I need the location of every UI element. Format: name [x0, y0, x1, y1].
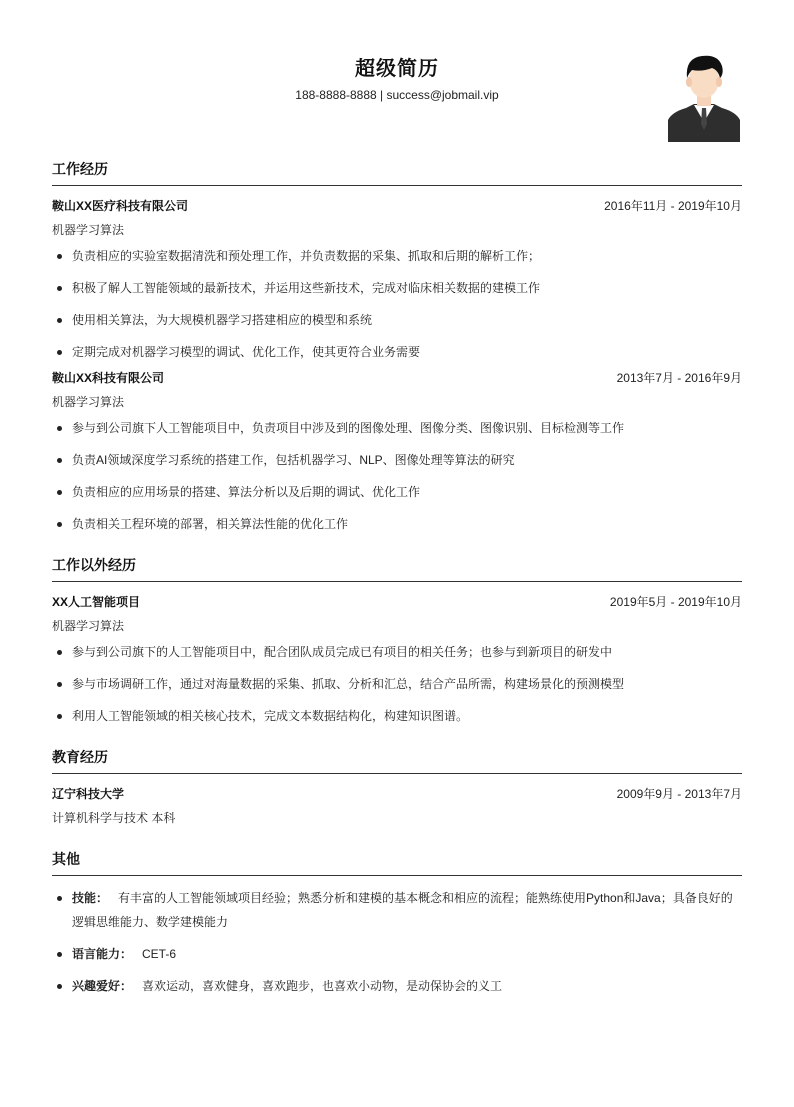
section-divider [52, 875, 742, 876]
education-entry [52, 784, 742, 826]
list-item: 参与市场调研工作，通过对海量数据的采集、抓取、分析和汇总，结合产品所需，构建场景化的预测模型 [52, 676, 742, 692]
duty-list [52, 420, 742, 532]
list-item: 积极了解人工智能领域的最新技术，并运用这些新技术，完成对临床相关数据的建模工作 [52, 280, 742, 296]
list-item: 利用人工智能领域的相关核心技术，完成文本数据结构化，构建知识图谱。 [52, 708, 742, 724]
list-item: 使用相关算法，为大规模机器学习搭建相应的模型和系统 [52, 312, 742, 328]
section-title-extra: 工作以外经历 [52, 557, 136, 573]
section-divider [52, 773, 742, 774]
job-title: 机器学习算法 [52, 223, 125, 237]
project-name: XX人工智能项目 [52, 594, 141, 609]
list-item: 负责相关工程环境的部署，相关算法性能的优化工作 [52, 516, 742, 532]
date-range: 2013年7月 - 2016年9月 [616, 370, 742, 385]
list-item: 定期完成对机器学习模型的调试、优化工作，使其更符合业务需要 [52, 344, 742, 360]
list-item [52, 886, 742, 934]
company-name: 鞍山XX科技有限公司 [52, 370, 165, 385]
language-text: CET-6 [142, 947, 177, 961]
list-item: 负责相应的实验室数据清洗和预处理工作，并负责数据的采集、抓取和后期的解析工作； [52, 248, 742, 264]
language-label: 语言能力： [72, 947, 133, 961]
resume-body [52, 156, 742, 1018]
other-list [52, 886, 742, 998]
section-title-other: 其他 [52, 851, 80, 867]
list-item [52, 942, 742, 966]
school-name: 辽宁科技大学 [52, 786, 125, 801]
list-item [52, 974, 742, 998]
hobbies-text: 喜欢运动，喜欢健身，喜欢跑步，也喜欢小动物，是动保协会的义工 [142, 979, 503, 993]
list-item: 参与到公司旗下人工智能项目中，负责项目中涉及到的图像处理、图像分类、图像识别、目标检测等工作 [52, 420, 742, 436]
duty-list [52, 644, 742, 724]
list-item: 负责AI领域深度学习系统的搭建工作，包括机器学习、NLP、图像处理等算法的研究 [52, 452, 742, 468]
degree-major: 计算机科学与技术 本科 [52, 811, 176, 825]
other-section [52, 846, 742, 998]
work-section [52, 156, 742, 532]
work-entry [52, 368, 742, 532]
project-entry [52, 592, 742, 724]
candidate-name: 超级简历 [355, 58, 439, 80]
contact-info: 188-8888-8888 | success@jobmail.vip [295, 88, 499, 102]
avatar [668, 48, 740, 142]
resume-header [0, 0, 794, 150]
skills-label: 技能： [72, 891, 109, 905]
project-role: 机器学习算法 [52, 619, 125, 633]
list-item: 负责相应的应用场景的搭建、算法分析以及后期的调试、优化工作 [52, 484, 742, 500]
date-range: 2016年11月 - 2019年10月 [604, 198, 742, 213]
section-divider [52, 581, 742, 582]
hobbies-label: 兴趣爱好： [72, 979, 133, 993]
section-divider [52, 185, 742, 186]
work-entry [52, 196, 742, 360]
date-range: 2009年9月 - 2013年7月 [616, 786, 742, 801]
date-range: 2019年5月 - 2019年10月 [609, 594, 742, 609]
duty-list [52, 248, 742, 360]
job-title: 机器学习算法 [52, 395, 125, 409]
list-item: 参与到公司旗下的人工智能项目中，配合团队成员完成已有项目的相关任务；也参与到新项目的研发中 [52, 644, 742, 660]
extra-section [52, 552, 742, 724]
section-title-work: 工作经历 [52, 161, 108, 177]
education-section [52, 744, 742, 826]
company-name: 鞍山XX医疗科技有限公司 [52, 198, 189, 213]
section-title-education: 教育经历 [52, 749, 108, 765]
skills-text: 有丰富的人工智能领域项目经验；熟悉分析和建模的基本概念和相应的流程；能熟练使用Python和Java；具备良好的逻辑思维能力、数学建模能力 [72, 891, 733, 929]
